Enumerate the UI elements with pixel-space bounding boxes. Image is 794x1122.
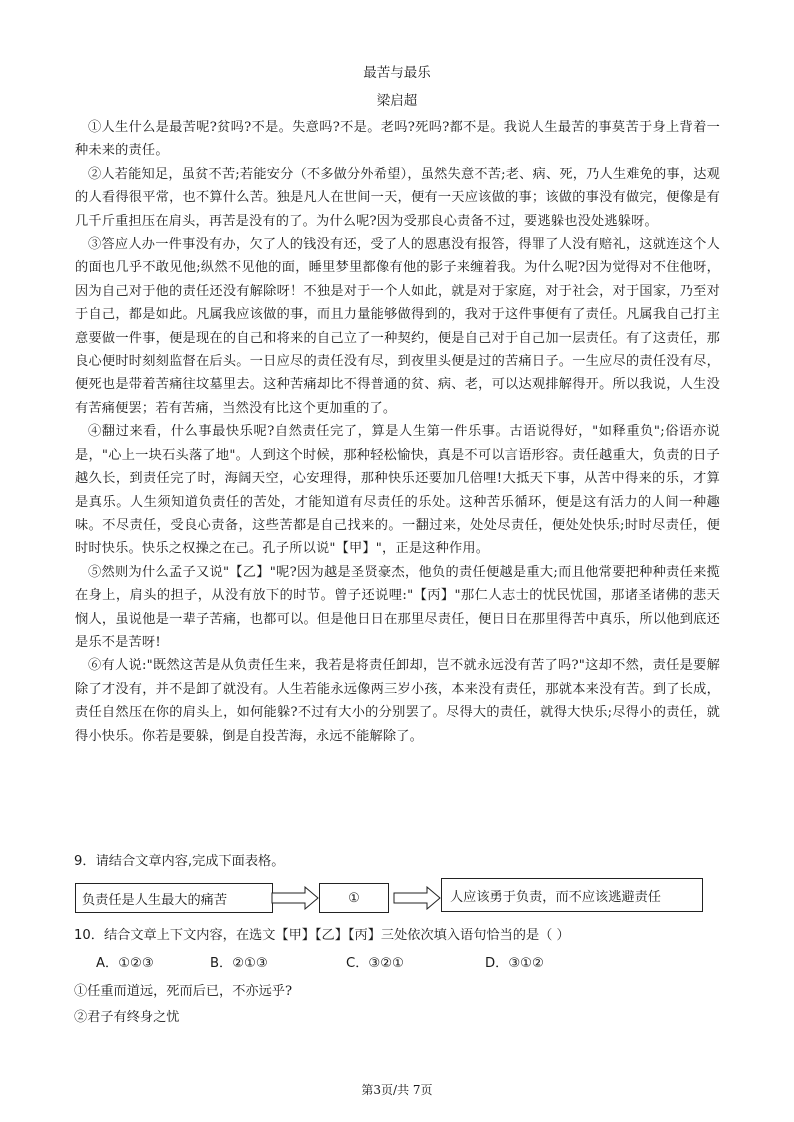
page-footer: 第3页/共 7页	[361, 1083, 433, 1097]
option-b: B．②①③	[210, 956, 268, 971]
question-10-prompt: 10．结合文章上下文内容，在选文【甲】【乙】【丙】三处依次填入语句恰当的是（ ）	[74, 928, 570, 943]
hollow-arrow-icon	[393, 886, 441, 910]
article-title: 最苦与最乐	[363, 65, 431, 81]
paragraph-2: ②人若能知足，虽贫不苦;若能安分（不多做分外希望），虽然失意不苦;老、病、死，乃人生难免的事，达观的人看得很平常，也不算什么苦。独是凡人在世间一天，便有一天应该做的事；该做的事没有做完，便像是有几千斤重担压在肩头，再苦是没有的了。为什么呢?因为受那良心责备不过，要逃躲也没处逃躲呀。	[75, 166, 720, 229]
option-c: C．③②①	[346, 956, 404, 971]
flow-box-conclusion: 人应该勇于负责，而不应该逃避责任	[441, 878, 703, 912]
paragraph-3: ③答应人办一件事没有办，欠了人的钱没有还，受了人的恩惠没有报答，得罪了人没有赔礼，这就连这个人的面也几乎不敢见他;纵然不见他的面，睡里梦里都像有他的影子来缠着我。为什么呢?因为觉得对不住他呀，因为自己对于他的责任还没有解除呀！不独是对于一个人如此，就是对于家庭，对于社会，对于国家，乃至对于自己，都是如此。凡属我应该做的事，而且力量能够做得到的，我对于这件事便有了责任。凡属我自己打主意要做一件事，便是现在的自己和将来的自己立了一种契约，便是自己对于自己加一层责任。有了这责任，那良心便时时刻刻监督在后头。一日应尽的责任没有尽，到夜里头便是过的苦痛日子。一生应尽的责任没有尽，便死也是带着苦痛往坟墓里去。这种苦痛却比不得普通的贫、病、老，可以达观排解得开。所以我说，人生没有苦痛便罢；若有苦痛，当然没有比这个更加重的了。	[75, 237, 720, 416]
option-a: A．①②③	[96, 956, 154, 971]
sentence-1: ①任重而道远，死而后已，不亦远乎?	[74, 984, 293, 999]
sentence-2: ②君子有终身之忧	[74, 1010, 180, 1025]
question-9-prompt: 9．请结合文章内容,完成下面表格。	[74, 854, 285, 869]
article-author: 梁启超	[376, 93, 418, 109]
paragraph-5: ⑤然则为什么孟子又说"【乙】"呢?因为越是圣贤豪杰，他负的责任便越是重大;而且他常要把种种责任来揽在身上，肩头的担子，从没有放下的时节。曾子还说哩:"【丙】"那仁人志士的忧民忧国，那诸圣诸佛的悲天悯人，虽说他是一辈子苦痛，也都可以。但是他日日在那里尽责任，便日日在那里得苦中真乐，所以他到底还是乐不是苦呀!	[75, 564, 720, 650]
question-10-options	[96, 952, 596, 972]
flow-diagram	[75, 878, 715, 916]
option-d: D．③①②	[485, 956, 544, 971]
flow-box-premise: 负责任是人生最大的痛苦	[75, 883, 273, 913]
flow-box-blank: ①	[319, 883, 389, 913]
hollow-arrow-icon	[271, 886, 319, 910]
paragraph-1: ①人生什么是最苦呢?贫吗?不是。失意吗?不是。老吗?死吗?都不是。我说人生最苦的事莫苦于身上背着一种未来的责任。	[75, 120, 720, 159]
paragraph-6: ⑥有人说:"既然这苦是从负责任生来，我若是将责任卸却，岂不就永远没有苦了吗?"这却不然，责任是要解除了才没有，并不是卸了就没有。人生若能永远像两三岁小孩，本来没有责任，那就本来没有苦。到了长成，责任自然压在你的肩头上，如何能躲?不过有大小的分别罢了。尽得大的责任，就得大快乐;尽得小的责任，就得小快乐。你若是要躲，倒是自投苦海，永远不能解除了。	[75, 658, 720, 744]
article-body	[75, 116, 720, 748]
paragraph-4: ④翻过来看，什么事最快乐呢?自然责任完了，算是人生第一件乐事。古语说得好，"如释重负";俗语亦说是，"心上一块石头落了地"。人到这个时候，那种轻松愉快，真是不可以言语形容。责任越重大，负责的日子越久长，到责任完了时，海阔天空，心安理得，那种快乐还要加几倍哩!大抵天下事，从苦中得来的乐，才算是真乐。人生须知道负责任的苦处，才能知道有尽责任的乐处。这种苦乐循环，便是这有活力的人间一种趣味。不尽责任，受良心责备，这些苦都是自己找来的。一翻过来，处处尽责任，便处处快乐;时时尽责任，便时时快乐。快乐之权操之在己。孔子所以说"【甲】"，正是这种作用。	[75, 424, 720, 557]
